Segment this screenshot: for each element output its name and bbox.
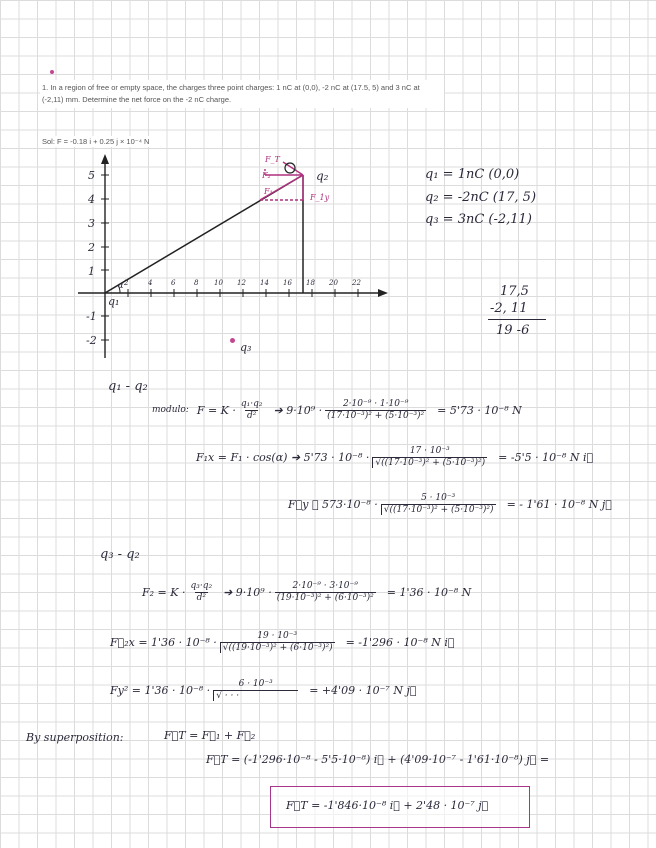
module-label: modulo: [152,405,189,415]
charge-q1: q₁ = 1nC (0,0) [425,167,520,182]
force-diagram [60,148,400,363]
y-tick-label: -1 [86,310,97,323]
section1-fy-line [288,494,612,515]
section1-title: q₁ - q₂ [108,379,148,394]
fraction: $\frac{\text{2·10⁻⁹ · 3·10⁻⁹}}{\text{(19·10⁻³)² + (6·10⁻³)²}}$ [276,581,374,603]
alpha-label: α [118,281,124,290]
x-tick-label: 6 [171,279,176,287]
fraction: $\frac{\text{6 · 10⁻³}}{√ \cdot \cdot \cdot}$ [213,680,298,701]
section1-fx-line [196,447,593,468]
x-tick-label: 22 [352,279,361,287]
f2x-lhs: F⃗₂x = 1'36 · 10⁻⁸ · [110,636,217,649]
x-axis-arrow [378,289,388,297]
charge-q2: q₂ = -2nC (17, 5) [425,190,537,205]
f2-lhs: F₂ = K · [142,586,186,599]
ink-mark [50,70,54,74]
y-tick-label: 5 [88,169,95,182]
q3-point [230,338,235,343]
subtraction-bottom: 19 -6 [496,323,530,338]
y-tick-label: 4 [88,193,95,206]
y-tick-label: -2 [86,334,97,347]
problem-statement: 1. In a region of free or empty space, the charges three point charges: 1 nC at (0,0), -2 nC at (17.5, 5) and 3 nC at (-2,11) mm. Determine the net force on the -2 nC charge. [40,80,444,108]
fraction: $\frac{\text{5 · 10⁻³}}{\text{√((17·10⁻³)² + (5·10⁻³)²)}}$ [381,494,496,515]
x-tick-label: 20 [329,279,338,287]
q3-label: q₃ [240,341,252,354]
final-result: F⃗T = -1'846·10⁻⁸ i⃗ + 2'48 · 10⁻⁷ j⃗ [286,799,489,812]
fraction: $\frac{\text{2·10⁻⁹ · 1·10⁻⁹}}{\text{(17·10⁻³)² + (5·10⁻³)²}}$ [327,399,425,421]
f2y-result: = +4'09 · 10⁻⁷ N j⃗ [309,684,417,697]
f1x-lhs: F₁x = F₁ · cos(α) ➔ 5'73 · 10⁻⁸ · [196,451,370,464]
subtraction-mid: -2, 11 [490,301,528,316]
fraction: $\frac{\text{19 · 10⁻³}}{\text{√((19·10⁻³)² + (6·10⁻³)²)}}$ [220,632,335,653]
subtraction-top: 17,5 [500,284,529,299]
section2-force-line [142,582,471,603]
f2x-result: = -1'296 · 10⁻⁸ N i⃗ [345,636,455,649]
f1y-result: = - 1'61 · 10⁻⁸ N j⃗ [506,498,612,511]
f1-label: F₁ [264,187,273,196]
y-tick-label: 2 [88,241,95,254]
section2-title: q₃ - q₂ [100,547,140,562]
solution-line: Sol: F = -0.18 i + 0.25 j × 10⁻⁴ N [42,137,150,146]
x-tick-label: 4 [148,279,153,287]
f1-arrow: ➔ 9·10⁹ · [273,404,323,417]
x-tick-label: 2 [124,279,129,287]
f1-lhs: F = K · [196,404,236,417]
y-tick-label: 1 [88,265,95,278]
q2-label: q₂ [316,169,329,183]
fraction: $\frac{\text{17 · 10⁻³}}{\text{√((17·10⁻³)² + (5·10⁻³)²)}}$ [372,447,487,468]
x-tick-label: 10 [214,279,223,287]
superposition-equation: F⃗T = F⃗₁ + F⃗₂ [164,729,256,742]
f1y-lhs: F⃗y ➔ 573·10⁻⁸ · [288,498,378,511]
f2-result: = 1'36 · 10⁻⁸ N [386,586,472,599]
f2-arrow: ➔ 9·10⁹ · [223,586,272,599]
f1x-result: = -5'5 · 10⁻⁸ N i⃗ [498,451,594,464]
subtraction-rule [488,319,546,320]
section2-fx-line [110,632,454,653]
y-tick-label: 3 [88,217,95,230]
superposition-expanded: F⃗T = (-1'296·10⁻⁸ - 5'5·10⁻⁸) i⃗ + (4'09·10⁻⁷ - 1'61·10⁻⁸) j⃗ = [206,753,550,766]
x-tick-label: 16 [283,279,292,287]
q1-label: q₁ [108,295,120,308]
fraction: $\frac{\text{q₃·q₂}}{\text{d²}}$ [190,581,213,603]
x-tick-label: 12 [237,279,246,287]
f2y-lhs: Fy² = 1'36 · 10⁻⁸ · [110,684,211,697]
fy-label: F_1y [310,193,330,202]
y-axis-arrow [101,154,109,164]
f2-label: F₂ [262,171,271,180]
f1-result: = 5'73 · 10⁻⁸ N [437,404,522,417]
charge-q3: q₃ = 3nC (-2,11) [425,212,532,227]
section1-force-line [152,400,522,421]
x-tick-label: 8 [194,279,199,287]
section2-fy-line [110,680,416,701]
x-tick-label: 14 [260,279,269,287]
fraction: $\frac{\text{q₁·q₂}}{\text{d²}}$ [240,399,263,421]
fr-label: F_T [265,155,280,164]
x-tick-label: 18 [306,279,315,287]
superposition-label: By superposition: [26,731,124,744]
